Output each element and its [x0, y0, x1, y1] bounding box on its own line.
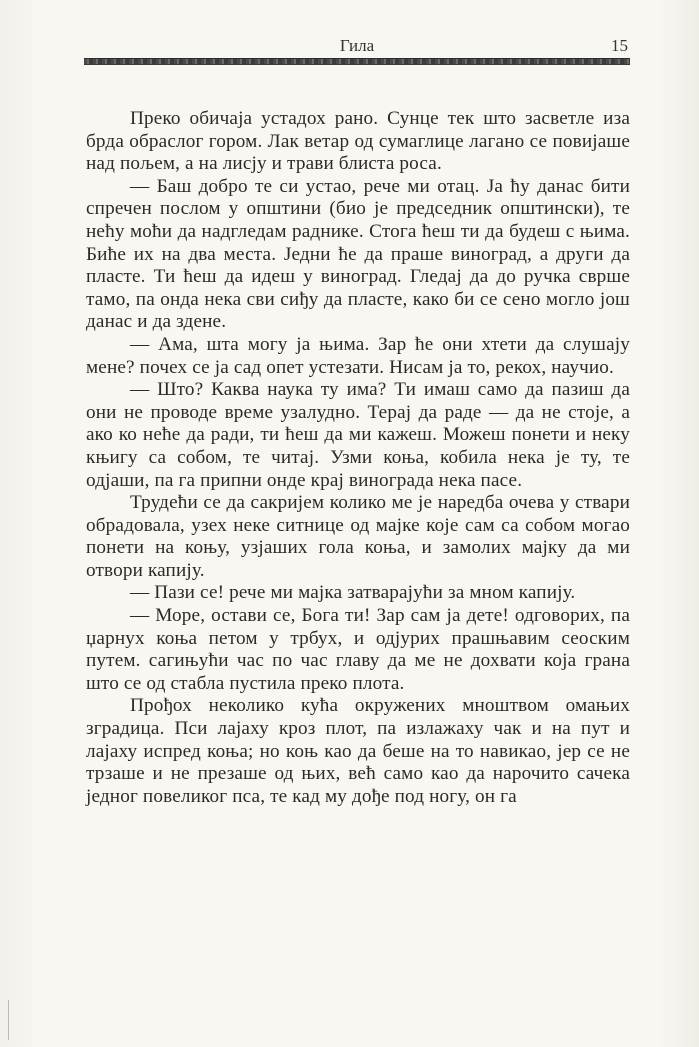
- page-header: [84, 34, 630, 64]
- header-rule: [84, 58, 630, 65]
- paragraph-6: — Пази се! рече ми мајка затварајући за мном капију.: [130, 582, 576, 604]
- paragraph-3: — Ама, шта могу ја њима. Зар ће они хтети да слушају мене? почех се ја сад опет устезати. Нисам ја то, рекох, научио.: [86, 333, 630, 378]
- paragraph-4: — Што? Каква наука ту има? Ти имаш само да пазиш да они не проводе време узалудно. Терај да раде — да не стоје, а ако ко неће да ради, ти ћеш да ми кажеш. Можеш понети и неку књигу са собом, те читај. Узми коња, кобила нека је ту, те одјаши, па га припни онде крај винограда нека пасе.: [86, 379, 630, 491]
- paragraph-2: — Баш добро те си устао, рече ми отац. Ја ћу данас бити спречен послом у општини (био је председник општински), те нећу моћи да надгледам раднике. Стога ћеш ти да будеш с њима. Биће их на два места. Једни ће да праше виноград, а други да пласте. Ти ћеш да идеш у виноград. Гледај да до ручка сврше тамо, па онда нека сви сиђу да пласте, како би се сено могло још данас и да здене.: [86, 175, 630, 333]
- paragraph-1: Преко обичаја устадох рано. Сунце тек што засветле иза брда обраслог гором. Лак ветар од сумаглице лагано се повијаше над пољем, а на лисју и трави блиста роса.: [86, 108, 630, 175]
- body-text: [86, 108, 630, 808]
- page-number: 15: [611, 36, 628, 55]
- running-title: Гила: [339, 36, 375, 55]
- scan-edge-mark: [8, 1000, 9, 1040]
- paragraph-8: Прођох неколико кућа окружених мноштвом омањих зградица. Пси лајаху кроз плот, па излажаху чак и на пут и лајаху испред коња; но коњ као да беше на то навикао, јер се не трзаше и не презаше од њих, већ само као да нарочито сачека једног повеликог пса, те кад му дође под ногу, он га: [86, 695, 630, 807]
- paragraph-7: — Море, остави се, Бога ти! Зар сам ја дете! одговорих, па џарнух коња петом у трбух, и одјурих прашњавим сеоским путем. сагињући час по час главу да ме не дохвати која грана што се од стабла пустила преко плота.: [86, 605, 630, 694]
- paragraph-5: Трудећи се да сакријем колико ме је наредба очева у ствари обрадовала, узех неке ситнице од мајке које сам са собом могао понети на коњу, узјаших гола коња, и замолих мајку да ми отвори капију.: [86, 492, 630, 581]
